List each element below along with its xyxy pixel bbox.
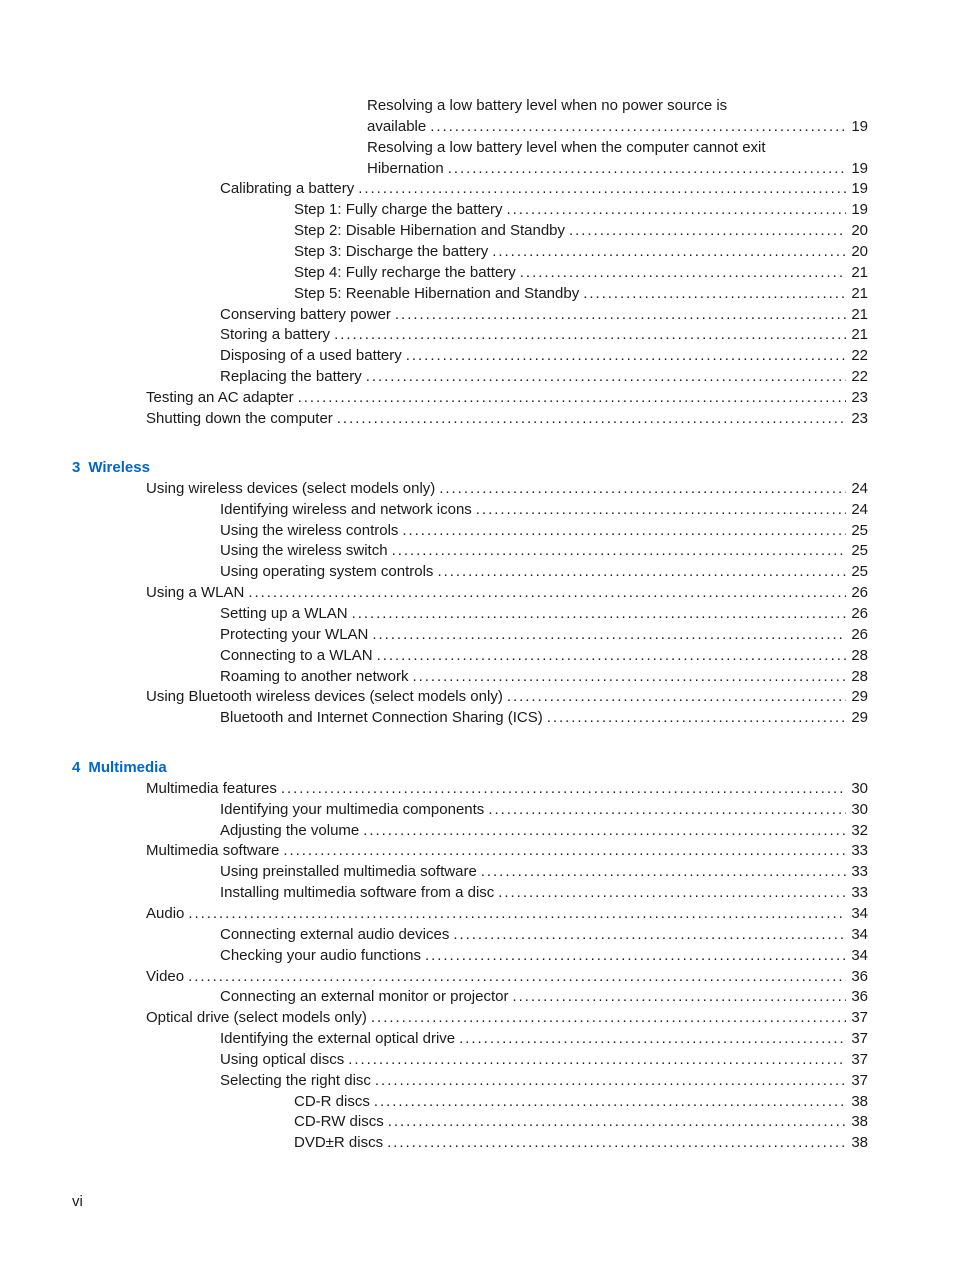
toc-entry-title: Using operating system controls bbox=[220, 563, 434, 581]
toc-entry-page-number: 28 bbox=[851, 646, 868, 664]
toc-entry[interactable] bbox=[220, 521, 868, 541]
toc-entry-page-number: 25 bbox=[851, 563, 868, 581]
toc-entry-title: Identifying wireless and network icons bbox=[220, 500, 472, 518]
toc-entry[interactable] bbox=[220, 500, 868, 520]
toc-entry-page-number: 22 bbox=[851, 347, 868, 365]
toc-entry-title: Bluetooth and Internet Connection Sharing (ICS) bbox=[220, 709, 543, 727]
dot-leader bbox=[406, 346, 846, 366]
toc-entry-title: Hibernation bbox=[367, 159, 444, 177]
dot-leader bbox=[492, 242, 846, 262]
dot-leader bbox=[337, 409, 846, 429]
toc-entry-page-number: 29 bbox=[851, 709, 868, 727]
toc-entry-page-number: 36 bbox=[851, 967, 868, 985]
toc-entry-page-number: 33 bbox=[851, 884, 868, 902]
toc-entry-title: Shutting down the computer bbox=[146, 409, 333, 427]
toc-entry-title: Using the wireless switch bbox=[220, 542, 388, 560]
toc-entry[interactable] bbox=[294, 1092, 868, 1112]
toc-entry-title: Step 3: Discharge the battery bbox=[294, 242, 489, 260]
toc-entry-page-number: 34 bbox=[851, 925, 868, 943]
chapter-title: Multimedia bbox=[88, 759, 167, 776]
dot-leader bbox=[498, 883, 846, 903]
toc-entry[interactable] bbox=[146, 409, 868, 429]
toc-entry-title: Using Bluetooth wireless devices (select models only) bbox=[146, 688, 503, 706]
toc-entry[interactable] bbox=[146, 583, 868, 603]
chapter-number: 3 bbox=[72, 459, 81, 476]
dot-leader bbox=[283, 841, 846, 861]
toc-entry-title: available bbox=[367, 117, 427, 135]
toc-entry-title: Using the wireless controls bbox=[220, 521, 399, 539]
toc-entry-page-number: 21 bbox=[851, 326, 868, 344]
toc-entry-page-number: 38 bbox=[851, 1092, 868, 1110]
toc-entry-page-number: 25 bbox=[851, 521, 868, 539]
dot-leader bbox=[476, 500, 846, 520]
dot-leader bbox=[372, 625, 846, 645]
toc-entry-title: Connecting external audio devices bbox=[220, 925, 450, 943]
toc-entry-heading-line[interactable]: Resolving a low battery level when no power source is bbox=[367, 97, 728, 114]
toc-entry-page-number: 19 bbox=[851, 201, 868, 219]
dot-leader bbox=[392, 541, 846, 561]
toc-entry-title: Calibrating a battery bbox=[220, 180, 355, 198]
toc-entry-title: Step 5: Reenable Hibernation and Standby bbox=[294, 284, 580, 302]
toc-entry[interactable] bbox=[146, 1008, 868, 1028]
toc-entry-page-number: 34 bbox=[851, 904, 868, 922]
toc-entry-page-number: 24 bbox=[851, 479, 868, 497]
toc-entry[interactable] bbox=[220, 604, 868, 624]
dot-leader bbox=[430, 117, 846, 137]
toc-entry[interactable] bbox=[220, 305, 868, 325]
dot-leader bbox=[363, 821, 846, 841]
toc-entry-page-number: 24 bbox=[851, 500, 868, 518]
toc-entry[interactable] bbox=[294, 284, 868, 304]
toc-entry[interactable] bbox=[146, 967, 868, 987]
toc-entry-title: Optical drive (select models only) bbox=[146, 1009, 367, 1027]
toc-entry[interactable] bbox=[220, 625, 868, 645]
toc-entry-title: Identifying the external optical drive bbox=[220, 1030, 456, 1048]
dot-leader bbox=[448, 159, 846, 179]
toc-entry-title: Using preinstalled multimedia software bbox=[220, 863, 477, 881]
toc-entry-heading-line[interactable]: Resolving a low battery level when the computer cannot exit bbox=[367, 138, 766, 156]
toc-entry-title: CD-R discs bbox=[294, 1092, 370, 1110]
toc-entry[interactable] bbox=[220, 1029, 868, 1049]
toc-entry-page-number: 19 bbox=[851, 117, 868, 135]
toc-entry-page-number: 38 bbox=[851, 1113, 868, 1131]
toc-entry[interactable] bbox=[220, 1071, 868, 1091]
toc-entry[interactable] bbox=[220, 946, 868, 966]
toc-entry-page-number: 19 bbox=[851, 180, 868, 198]
toc-entry-page-number: 19 bbox=[851, 159, 868, 177]
toc-entry-page-number: 26 bbox=[851, 625, 868, 643]
toc-entry-page-number: 30 bbox=[851, 779, 868, 797]
dot-leader bbox=[348, 1050, 846, 1070]
dot-leader bbox=[569, 221, 846, 241]
toc-entry-title: Adjusting the volume bbox=[220, 821, 360, 839]
dot-leader bbox=[488, 800, 846, 820]
dot-leader bbox=[439, 479, 846, 499]
dot-leader bbox=[583, 284, 846, 304]
toc-entry[interactable] bbox=[146, 687, 868, 707]
toc-entry-title: Using optical discs bbox=[220, 1050, 345, 1068]
toc-entry[interactable] bbox=[220, 862, 868, 882]
toc-entry-page-number: 26 bbox=[851, 604, 868, 622]
dot-leader bbox=[371, 1008, 846, 1028]
toc-entry-page-number: 36 bbox=[851, 988, 868, 1006]
toc-entry[interactable] bbox=[294, 1133, 868, 1153]
toc-entry-title: Setting up a WLAN bbox=[220, 604, 348, 622]
toc-entry-page-number: 37 bbox=[851, 1071, 868, 1089]
toc-entry[interactable] bbox=[220, 562, 868, 582]
toc-entry-page-number: 20 bbox=[851, 222, 868, 240]
toc-entry-page-number: 37 bbox=[851, 1009, 868, 1027]
toc-entry-title: Replacing the battery bbox=[220, 368, 362, 386]
dot-leader bbox=[281, 779, 846, 799]
toc-entry[interactable] bbox=[220, 821, 868, 841]
dot-leader bbox=[402, 521, 846, 541]
dot-leader bbox=[377, 646, 846, 666]
toc-entry-page-number: 34 bbox=[851, 946, 868, 964]
dot-leader bbox=[507, 687, 846, 707]
dot-leader bbox=[395, 305, 846, 325]
toc-entry-title: Multimedia software bbox=[146, 842, 280, 860]
toc-entry-page-number: 29 bbox=[851, 688, 868, 706]
toc-entry-title: DVD±R discs bbox=[294, 1134, 384, 1152]
toc-entry-title: Roaming to another network bbox=[220, 667, 409, 685]
dot-leader bbox=[506, 200, 846, 220]
toc-entry-page-number: 28 bbox=[851, 667, 868, 685]
toc-entry-page-number: 38 bbox=[851, 1134, 868, 1152]
dot-leader bbox=[412, 667, 846, 687]
toc-entry[interactable] bbox=[220, 325, 868, 345]
dot-leader bbox=[453, 925, 846, 945]
toc-entry-title: Checking your audio functions bbox=[220, 946, 421, 964]
toc-entry[interactable] bbox=[220, 367, 868, 387]
toc-entry[interactable] bbox=[146, 779, 868, 799]
toc-entry-title: Step 2: Disable Hibernation and Standby bbox=[294, 222, 566, 240]
dot-leader bbox=[459, 1029, 846, 1049]
dot-leader bbox=[188, 967, 846, 987]
chapter-heading[interactable] bbox=[72, 758, 167, 778]
toc-entry-page-number: 23 bbox=[851, 409, 868, 427]
toc-entry[interactable] bbox=[146, 479, 868, 499]
toc-entry[interactable] bbox=[220, 883, 868, 903]
toc-entry[interactable] bbox=[220, 708, 868, 728]
toc-entry-title: Disposing of a used battery bbox=[220, 347, 402, 365]
toc-entry-title: Video bbox=[146, 967, 185, 985]
dot-leader bbox=[547, 708, 846, 728]
dot-leader bbox=[520, 263, 846, 283]
toc-entry-page-number: 20 bbox=[851, 242, 868, 260]
toc-entry[interactable] bbox=[146, 841, 868, 861]
toc-entry-title: Step 4: Fully recharge the battery bbox=[294, 263, 516, 281]
toc-entry-title: Connecting to a WLAN bbox=[220, 646, 373, 664]
chapter-number: 4 bbox=[72, 759, 81, 776]
toc-entry[interactable] bbox=[220, 1050, 868, 1070]
toc-entry[interactable] bbox=[367, 159, 868, 179]
toc-entry[interactable] bbox=[220, 179, 868, 199]
toc-entry-title: Multimedia features bbox=[146, 779, 277, 797]
toc-entry-title: Protecting your WLAN bbox=[220, 625, 369, 643]
toc-entry-page-number: 33 bbox=[851, 842, 868, 860]
dot-leader bbox=[188, 904, 846, 924]
toc-entry[interactable] bbox=[146, 388, 868, 408]
dot-leader bbox=[352, 604, 846, 624]
toc-entry[interactable] bbox=[220, 800, 868, 820]
toc-entry-page-number: 21 bbox=[851, 284, 868, 302]
dot-leader bbox=[375, 1071, 846, 1091]
toc-entry[interactable] bbox=[220, 541, 868, 561]
dot-leader bbox=[358, 179, 846, 199]
toc-entry-page-number: 37 bbox=[851, 1050, 868, 1068]
toc-entry[interactable] bbox=[294, 200, 868, 220]
toc-entry[interactable] bbox=[367, 117, 868, 137]
toc-entry-page-number: 21 bbox=[851, 263, 868, 281]
toc-entry-page-number: 37 bbox=[851, 1030, 868, 1048]
toc-entry[interactable] bbox=[220, 925, 868, 945]
toc-entry-title: Selecting the right disc bbox=[220, 1071, 371, 1089]
chapter-title: Wireless bbox=[88, 459, 150, 476]
toc-entry[interactable] bbox=[220, 346, 868, 366]
toc-entry[interactable] bbox=[220, 667, 868, 687]
dot-leader bbox=[366, 367, 846, 387]
toc-entry-title: Identifying your multimedia components bbox=[220, 800, 485, 818]
toc-entry-page-number: 25 bbox=[851, 542, 868, 560]
dot-leader bbox=[334, 325, 846, 345]
dot-leader bbox=[437, 562, 846, 582]
toc-entry-title: Storing a battery bbox=[220, 326, 331, 344]
toc-entry-page-number: 32 bbox=[851, 821, 868, 839]
dot-leader bbox=[425, 946, 846, 966]
toc-entry-title: Installing multimedia software from a disc bbox=[220, 884, 495, 902]
toc-entry-page-number: 21 bbox=[851, 305, 868, 323]
dot-leader bbox=[513, 987, 847, 1007]
toc-entry[interactable] bbox=[220, 987, 868, 1007]
toc-entry-page-number: 23 bbox=[851, 388, 868, 406]
toc-entry-page-number: 26 bbox=[851, 584, 868, 602]
toc-entry-title: CD-RW discs bbox=[294, 1113, 384, 1131]
toc-entry[interactable] bbox=[294, 263, 868, 283]
toc-entry-page-number: 30 bbox=[851, 800, 868, 818]
toc-entry-title: Step 1: Fully charge the battery bbox=[294, 201, 503, 219]
dot-leader bbox=[248, 583, 846, 603]
toc-entry-title: Using a WLAN bbox=[146, 584, 245, 602]
toc-entry-title: Conserving battery power bbox=[220, 305, 391, 323]
toc-entry[interactable] bbox=[146, 904, 868, 924]
toc-entry-page-number: 33 bbox=[851, 863, 868, 881]
dot-leader bbox=[298, 388, 846, 408]
toc-entry[interactable] bbox=[294, 1112, 868, 1132]
footer-page-number: vi bbox=[72, 1193, 83, 1210]
dot-leader bbox=[388, 1112, 846, 1132]
toc-entry[interactable] bbox=[220, 646, 868, 666]
toc-entry[interactable] bbox=[294, 221, 868, 241]
dot-leader bbox=[481, 862, 846, 882]
chapter-heading[interactable] bbox=[72, 458, 150, 478]
toc-entry-title: Connecting an external monitor or projector bbox=[220, 988, 509, 1006]
dot-leader bbox=[387, 1133, 846, 1153]
toc-entry-page-number: 22 bbox=[851, 368, 868, 386]
toc-entry[interactable] bbox=[294, 242, 868, 262]
toc-entry-title: Using wireless devices (select models only) bbox=[146, 479, 436, 497]
toc-entry-title: Audio bbox=[146, 904, 185, 922]
toc-entry-title: Testing an AC adapter bbox=[146, 388, 294, 406]
dot-leader bbox=[374, 1092, 846, 1112]
